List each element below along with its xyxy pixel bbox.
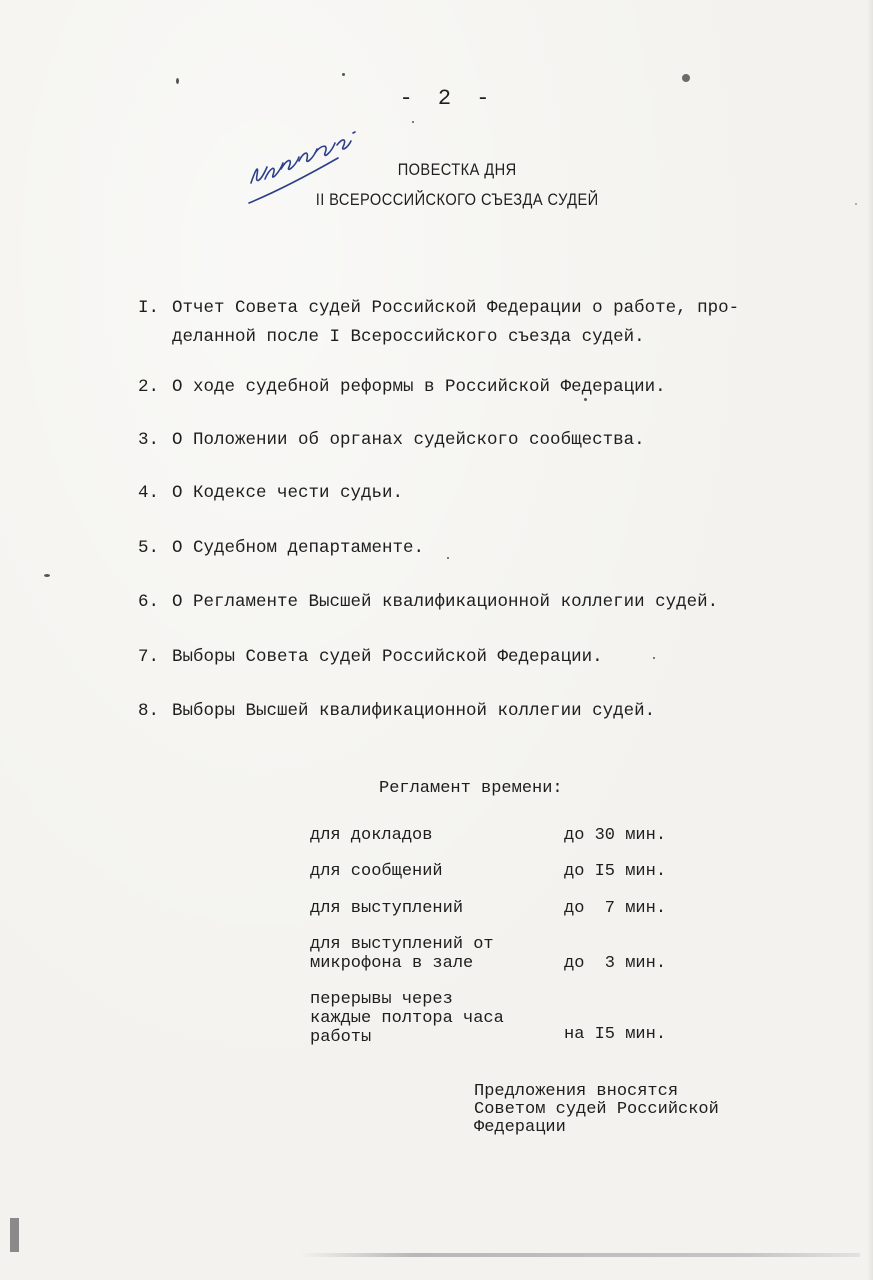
agenda-item [138,697,655,726]
reglament-value: до I5 мин. [564,862,667,881]
reglament-label: для сообщений [310,862,443,881]
agenda-item [138,643,603,672]
agenda-item-number: 7. [138,647,160,667]
scan-speck [412,121,414,123]
scan-speck [44,574,50,577]
scan-speck [653,657,655,659]
scan-speck [682,74,690,82]
reglament-value: до 3 мин. [564,954,667,973]
scan-edge-mark [10,1218,19,1252]
agenda-item [138,588,718,617]
agenda-item-text: О Регламенте Высшей квалификационной коллегии судей. [172,592,719,612]
page-bottom-edge [300,1253,860,1257]
agenda-item [138,534,424,563]
agenda-item-number: 2. [138,377,160,397]
agenda-item-text: О ходе судебной реформы в Российской Федерации. [172,377,666,397]
agenda-item-text: Отчет Совета судей Российской Федерации о работе, про- [172,298,740,318]
agenda-item-number: 8. [138,701,160,721]
agenda-item-text: О Судебном департаменте. [172,538,425,558]
document-subtitle: II ВСЕРОССИЙСКОГО СЪЕЗДА СУДЕЙ [315,190,599,209]
agenda-item-number: 6. [138,592,160,612]
scan-speck [342,73,345,76]
reglament-label: для выступлений [310,899,464,918]
agenda-item-number: 3. [138,430,160,450]
agenda-item-text: О Положении об органах судейского сообщества. [172,430,645,450]
reglament-value: до 30 мин. [564,826,667,845]
scan-speck [584,398,587,401]
reglament-label: для докладов [310,826,433,845]
agenda-item-number: I. [138,298,160,318]
agenda-item-text: О Кодексе чести судьи. [172,483,404,503]
scan-speck [447,557,449,559]
document-title: ПОВЕСТКА ДНЯ [397,160,517,179]
agenda-item [138,426,645,455]
agenda-item-number: 4. [138,483,160,503]
reglament-label: перерывы через каждые полтора часа работы [310,990,504,1047]
scan-speck [176,78,179,84]
agenda-item [138,294,739,352]
reglament-label: для выступлений от микрофона в зале [310,935,494,973]
scan-speck [855,203,857,205]
agenda-item [138,479,403,508]
reglament-value: до 7 мин. [564,899,667,918]
agenda-item-text: Выборы Высшей квалификационной коллегии судей. [172,701,656,721]
reglament-title: Регламент времени: [379,779,563,798]
agenda-item-text-continued: деланной после I Всероссийского съезда судей. [172,327,645,347]
proposal-note: Предложения вносятся Советом судей Российской Федерации [474,1082,719,1137]
page-number: - 2 - [399,86,496,111]
agenda-item-text: Выборы Совета судей Российской Федерации. [172,647,603,667]
reglament-value: на I5 мин. [564,1025,667,1044]
agenda-item-number: 5. [138,538,160,558]
page-right-edge [867,0,873,1280]
